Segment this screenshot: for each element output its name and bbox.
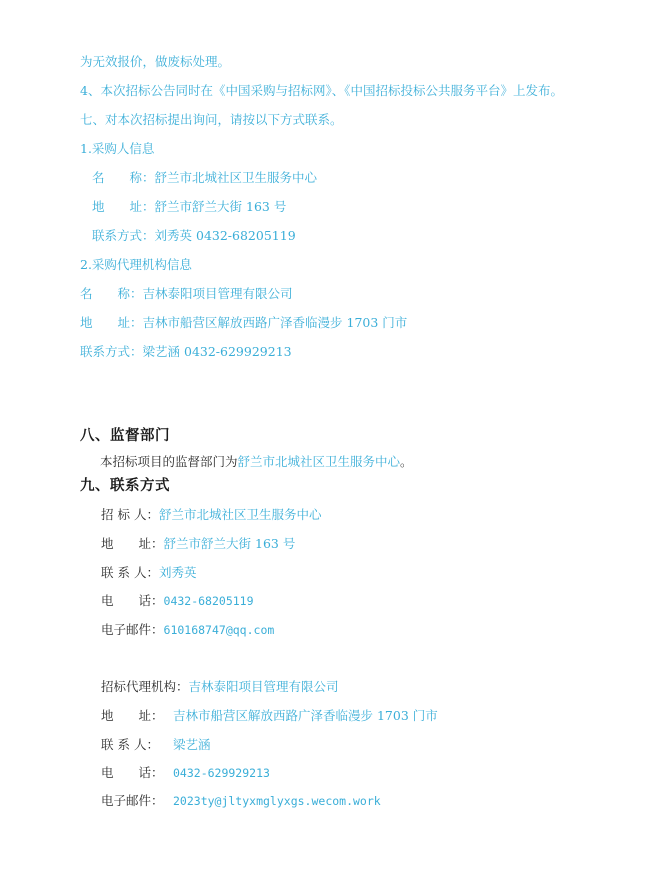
agency-name: 吉林泰阳项目管理有限公司 <box>142 286 293 301</box>
tenderer-contact: 刘秀英 <box>158 565 197 580</box>
top-line-3: 七、对本次招标提出询问，请按以下方式联系。 <box>80 112 343 127</box>
tenderer-name-label: 招 标 人： <box>101 507 159 522</box>
purchaser-contact: 刘秀英 0432-68205119 <box>154 228 296 243</box>
section-8-text-value: 舒兰市北城社区卫生服务中心 <box>237 454 401 469</box>
tenderer-email-label: 电子邮件： <box>101 622 164 637</box>
tenderer-address-label: 地 址： <box>101 536 164 551</box>
section-8-text-suffix: 。 <box>400 454 413 469</box>
section-8-text <box>100 454 413 470</box>
tenderer-contact-label: 联 系 人： <box>101 565 159 580</box>
section-9-heading: 九、联系方式 <box>80 477 170 494</box>
purchaser-contact-label: 联系方式： <box>92 228 155 243</box>
tenderer-phone: 0432-68205119 <box>163 594 254 608</box>
purchaser-title: 1.采购人信息 <box>80 141 155 156</box>
agency-name-label: 名 称： <box>80 286 143 301</box>
agent-contact-label: 联 系 人： <box>101 737 159 752</box>
agent-phone-row <box>101 765 270 781</box>
agent-address-label: 地 址： <box>101 708 164 723</box>
purchaser-contact-row <box>92 228 296 244</box>
agent-name-label: 招标代理机构： <box>101 679 189 694</box>
top-line-1: 为无效报价，做废标处理。 <box>80 54 231 69</box>
purchaser-address: 舒兰市舒兰大街 163 号 <box>154 199 287 214</box>
tenderer-address: 舒兰市舒兰大街 163 号 <box>163 536 296 551</box>
agent-phone-label: 电 话： <box>101 765 164 780</box>
top-line-2: 4、本次招标公告同时在《中国采购与招标网》、《中国招标投标公共服务平台》上发布。 <box>80 83 563 98</box>
agent-name-row <box>101 679 339 695</box>
agent-email-row <box>101 793 381 809</box>
agency-title: 2.采购代理机构信息 <box>80 257 192 272</box>
tenderer-email: 610168747@qq.com <box>163 623 275 637</box>
section-8-text-prefix: 本招标项目的监督部门为 <box>100 454 238 469</box>
agent-contact: 梁艺涵 <box>173 737 211 752</box>
purchaser-address-label: 地 址： <box>92 199 155 214</box>
purchaser-address-row <box>92 199 286 215</box>
agent-email-label: 电子邮件： <box>101 793 164 808</box>
agency-name-row <box>80 286 293 302</box>
agent-email: 2023ty@jltyxmglyxgs.wecom.work <box>173 794 381 808</box>
agency-contact: 梁艺涵 0432-629929213 <box>142 344 292 359</box>
agency-contact-label: 联系方式： <box>80 344 143 359</box>
section-8-heading: 八、监督部门 <box>80 427 170 444</box>
agency-address-label: 地 址： <box>80 315 143 330</box>
purchaser-name-row <box>92 170 317 186</box>
agency-address: 吉林市船营区解放西路广泽香临漫步 1703 门市 <box>142 315 408 330</box>
agency-address-row <box>80 315 407 331</box>
tenderer-name: 舒兰市北城社区卫生服务中心 <box>158 507 322 522</box>
tenderer-name-row <box>101 507 321 523</box>
agent-phone: 0432-629929213 <box>173 766 270 780</box>
agent-name: 吉林泰阳项目管理有限公司 <box>188 679 339 694</box>
tenderer-contact-row <box>101 565 196 581</box>
tenderer-phone-row <box>101 593 254 609</box>
agent-contact-row <box>101 737 211 753</box>
agent-address-row <box>101 708 438 724</box>
purchaser-name: 舒兰市北城社区卫生服务中心 <box>154 170 318 185</box>
tenderer-address-row <box>101 536 295 552</box>
purchaser-name-label: 名 称： <box>92 170 155 185</box>
agency-contact-row <box>80 344 292 360</box>
tenderer-phone-label: 电 话： <box>101 593 164 608</box>
tenderer-email-row <box>101 622 274 638</box>
agent-address: 吉林市船营区解放西路广泽香临漫步 1703 门市 <box>173 708 438 723</box>
